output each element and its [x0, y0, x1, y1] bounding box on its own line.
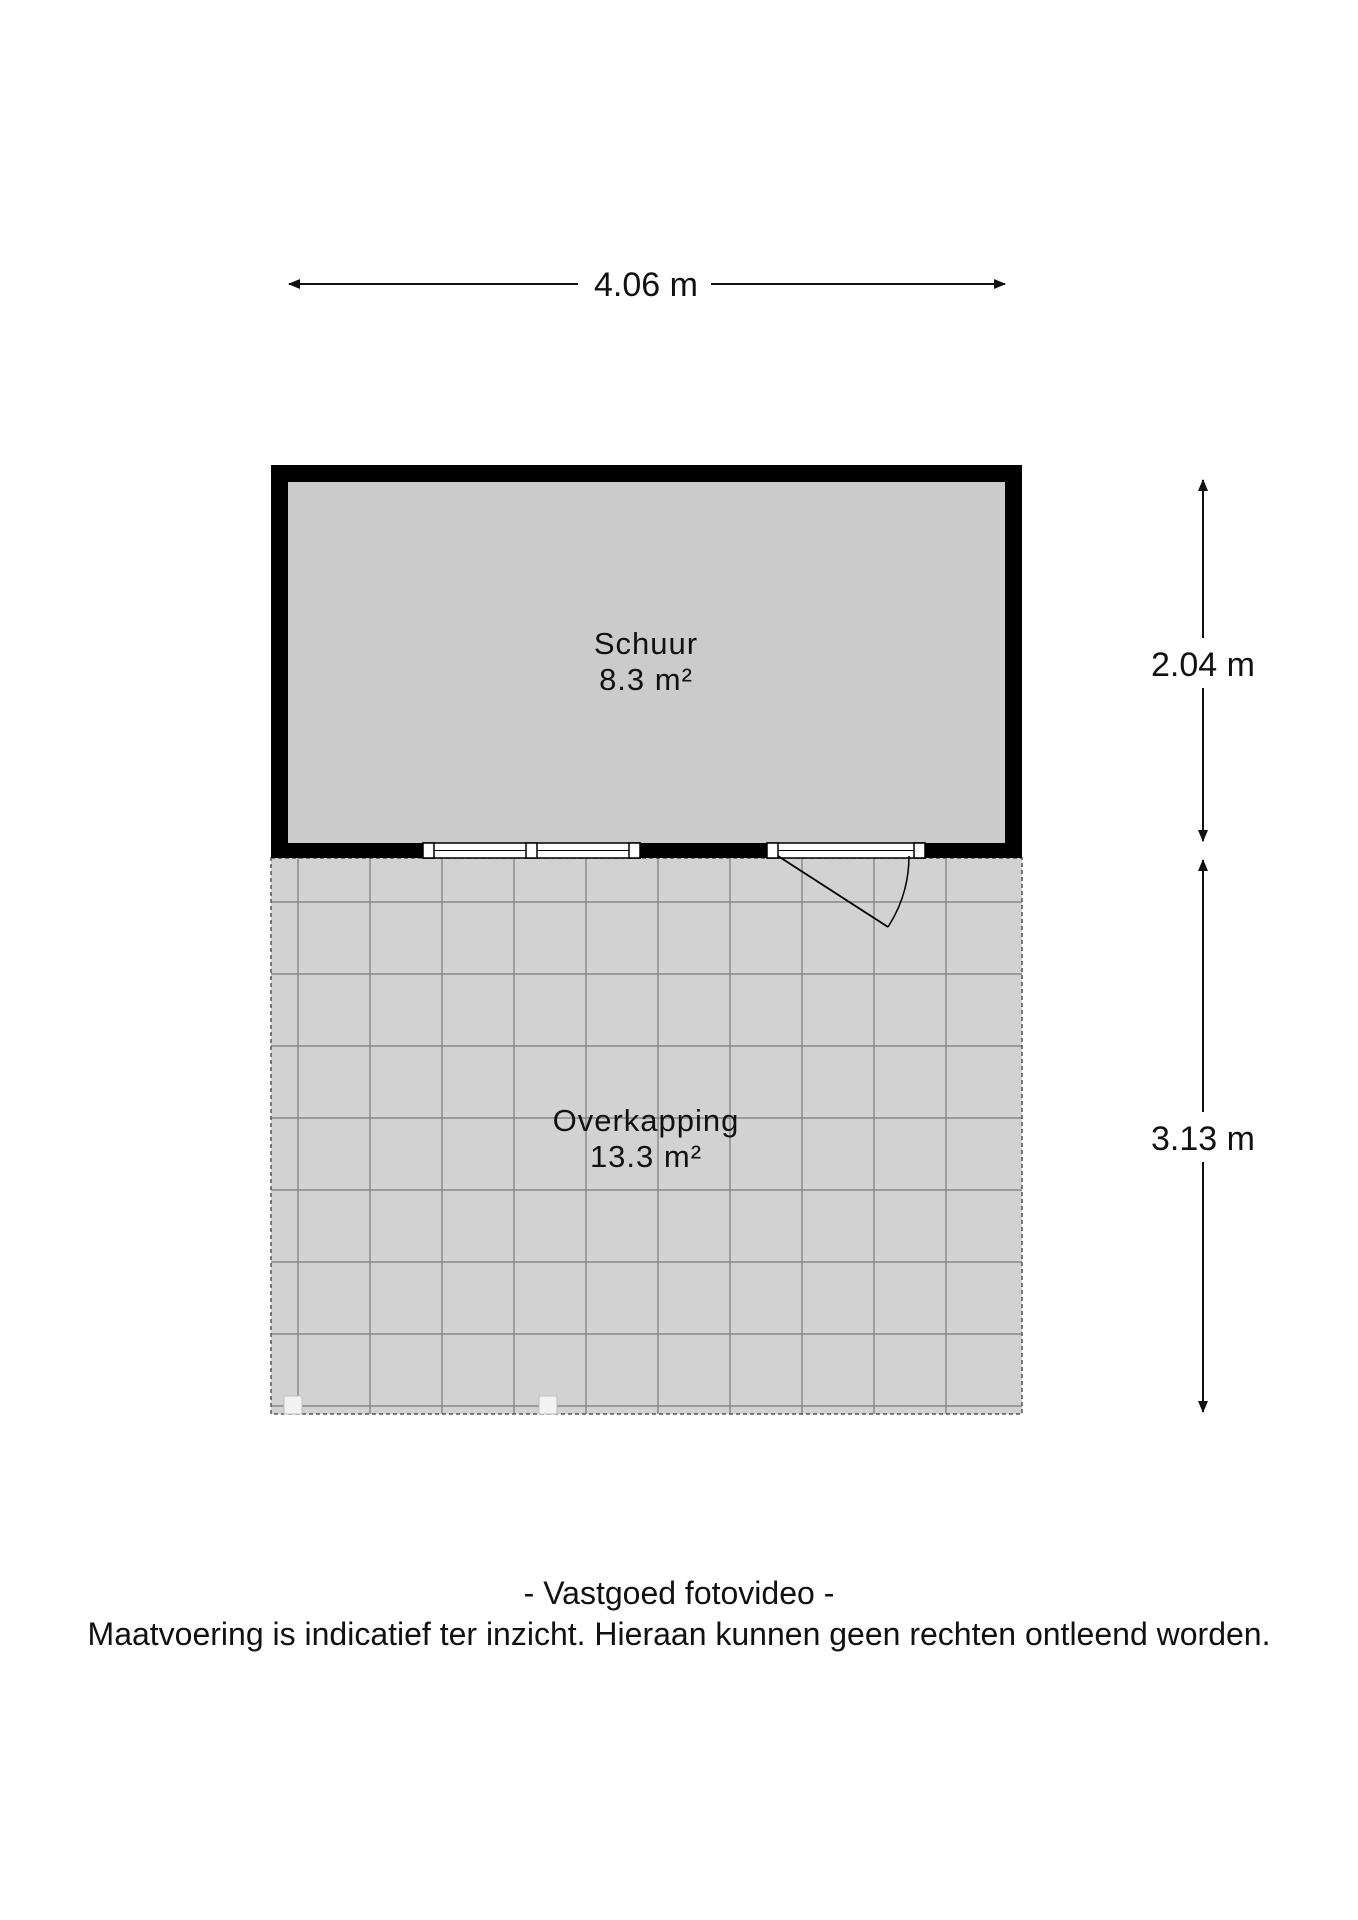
- footer-credit: - Vastgoed fotovideo -: [523, 1575, 835, 1611]
- wall-right: [1005, 465, 1022, 858]
- wall-top: [271, 465, 1022, 482]
- wall-bottom-segment: [271, 843, 423, 858]
- window: [423, 843, 640, 858]
- room-name-schuur: Schuur: [593, 626, 699, 661]
- height-bottom-label: 3.13 m: [1151, 1120, 1255, 1158]
- wall-bottom-segment: [925, 843, 1022, 858]
- height-dimension-schuur: [1151, 480, 1255, 841]
- wall-left: [271, 465, 288, 858]
- height-top-label: 2.04 m: [1151, 646, 1255, 684]
- post-marker: [284, 1396, 302, 1414]
- width-dimension: [289, 266, 1005, 304]
- height-dimension-overkapping: [1151, 860, 1255, 1412]
- room-name-overkapping: Overkapping: [552, 1103, 740, 1138]
- footer-disclaimer: Maatvoering is indicatief ter inzicht. Hieraan kunnen geen rechten ontleend worden.: [87, 1616, 1271, 1652]
- wall-bottom-segment: [640, 843, 767, 858]
- room-area-overkapping: 13.3 m²: [589, 1139, 703, 1174]
- width-label: 4.06 m: [594, 266, 698, 304]
- post-marker: [539, 1396, 557, 1414]
- room-area-schuur: 8.3 m²: [599, 662, 693, 697]
